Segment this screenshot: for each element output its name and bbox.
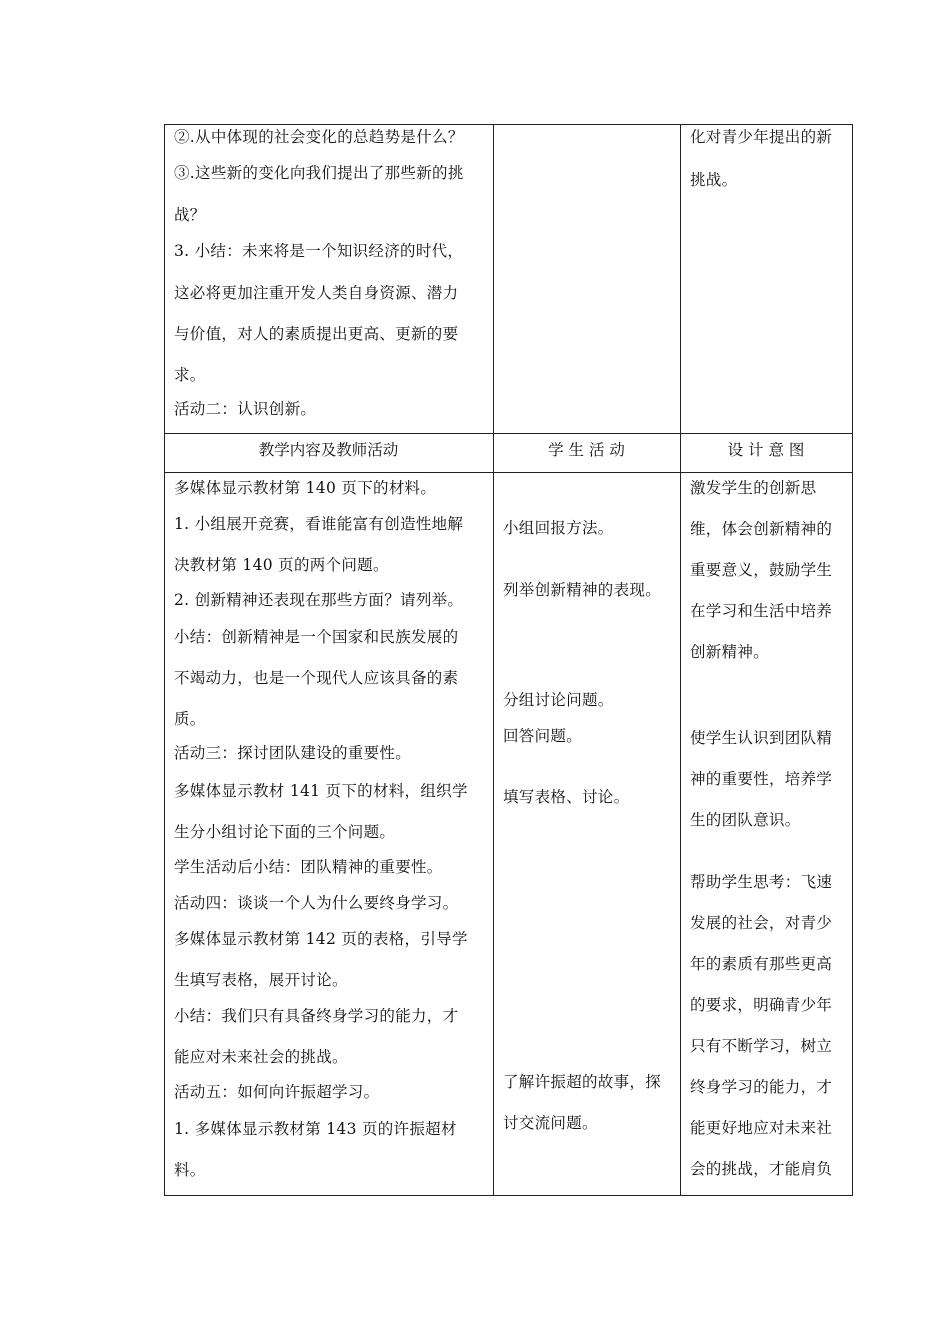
s1-left-line: ③.这些新的变化向我们提出了那些新的挑 [174,164,464,182]
s2-right-line: 创新精神。 [690,643,770,661]
s2-left-line: 能应对未来社会的挑战。 [174,1048,348,1066]
s2-left-line: 小结：我们只有具备终身学习的能力，才 [174,1007,459,1025]
s2-right-line: 年的素质有那些更高 [690,955,833,973]
s2-right-line: 会的挑战，才能肩负 [690,1160,833,1178]
s2-right-line: 终身学习的能力，才 [690,1078,833,1096]
s2-right-line: 生的团队意识。 [690,811,801,829]
table-border-bottom [164,1195,853,1196]
s2-right-line: 只有不断学习，树立 [690,1037,833,1055]
s2-right-line: 在学习和生活中培养 [690,602,833,620]
s2-left-line: 1. 多媒体显示教材第 143 页的许振超材 [174,1120,457,1138]
table-border-right [852,124,853,1196]
s2-left-line: 2. 创新精神还表现在那些方面？请列举。 [174,591,464,609]
s2-middle-line: 分组讨论问题。 [503,691,614,709]
s1-left-line: 这必将更加注重开发人类自身资源、潜力 [174,284,459,302]
s2-right-line: 的要求，明确青少年 [690,996,833,1014]
table-column-divider-2 [680,124,681,1196]
s2-middle-line: 回答问题。 [503,727,583,745]
s2-right-line: 帮助学生思考：飞速 [690,873,833,891]
s2-left-line: 不竭动力，也是一个现代人应该具备的素 [174,669,459,687]
table-row-divider-1 [164,433,853,434]
table-column-divider-1 [493,124,494,1196]
s2-left-line: 生填写表格，展开讨论。 [174,971,348,989]
s1-left-line: 与价值，对人的素质提出更高、更新的要 [174,325,459,343]
s2-right-line: 神的重要性，培养学 [690,770,833,788]
s2-left-line: 小结：创新精神是一个国家和民族发展的 [174,628,459,646]
s1-left-line: 战？ [174,206,206,224]
s1-left-line: 3. 小结：未来将是一个知识经济的时代， [174,242,464,260]
header-design-intent: 设 计 意 图 [727,441,805,459]
s1-left-line: ②.从中体现的社会变化的总趋势是什么？ [174,128,464,146]
s2-left-line: 料。 [174,1161,206,1179]
s1-left-line: 活动二：认识创新。 [174,400,317,418]
header-student-activity: 学 生 活 动 [548,441,625,459]
s2-left-line: 活动四：谈谈一个人为什么要终身学习。 [174,894,459,912]
s1-left-line: 求。 [174,366,206,384]
s2-left-line: 多媒体显示教材 141 页下的材料，组织学 [174,782,468,800]
table-row-divider-2 [164,472,853,473]
s2-right-line: 使学生认识到团队精 [690,729,833,747]
s2-middle-line: 列举创新精神的表现。 [503,581,662,599]
s2-left-line: 多媒体显示教材第 142 页的表格，引导学 [174,930,468,948]
s2-middle-line: 讨交流问题。 [503,1114,598,1132]
s1-right-line: 化对青少年提出的新 [690,128,833,146]
s2-middle-line: 小组回报方法。 [503,519,614,537]
table-border-top [164,124,853,125]
s2-left-line: 决教材第 140 页的两个问题。 [174,556,389,574]
s2-left-line: 活动三：探讨团队建设的重要性。 [174,744,412,762]
s2-middle-line: 了解许振超的故事，探 [503,1073,662,1091]
s2-middle-line: 填写表格、讨论。 [503,788,630,806]
s2-right-line: 激发学生的创新思 [690,479,817,497]
s2-right-line: 发展的社会，对青少 [690,914,833,932]
table-border-left [164,124,165,1196]
header-teaching-content: 教学内容及教师活动 [258,441,399,459]
s1-right-line: 挑战。 [690,171,738,189]
s2-left-line: 多媒体显示教材第 140 页下的材料。 [174,479,437,497]
s2-left-line: 学生活动后小结：团队精神的重要性。 [174,858,443,876]
s2-right-line: 重要意义，鼓励学生 [690,561,833,579]
s2-right-line: 维，体会创新精神的 [690,520,833,538]
s2-left-line: 生分小组讨论下面的三个问题。 [174,823,396,841]
s2-left-line: 活动五：如何向许振超学习。 [174,1083,380,1101]
s2-left-line: 质。 [174,710,206,728]
s2-left-line: 1. 小组展开竞赛，看谁能富有创造性地解 [174,515,464,533]
s2-right-line: 能更好地应对未来社 [690,1119,833,1137]
